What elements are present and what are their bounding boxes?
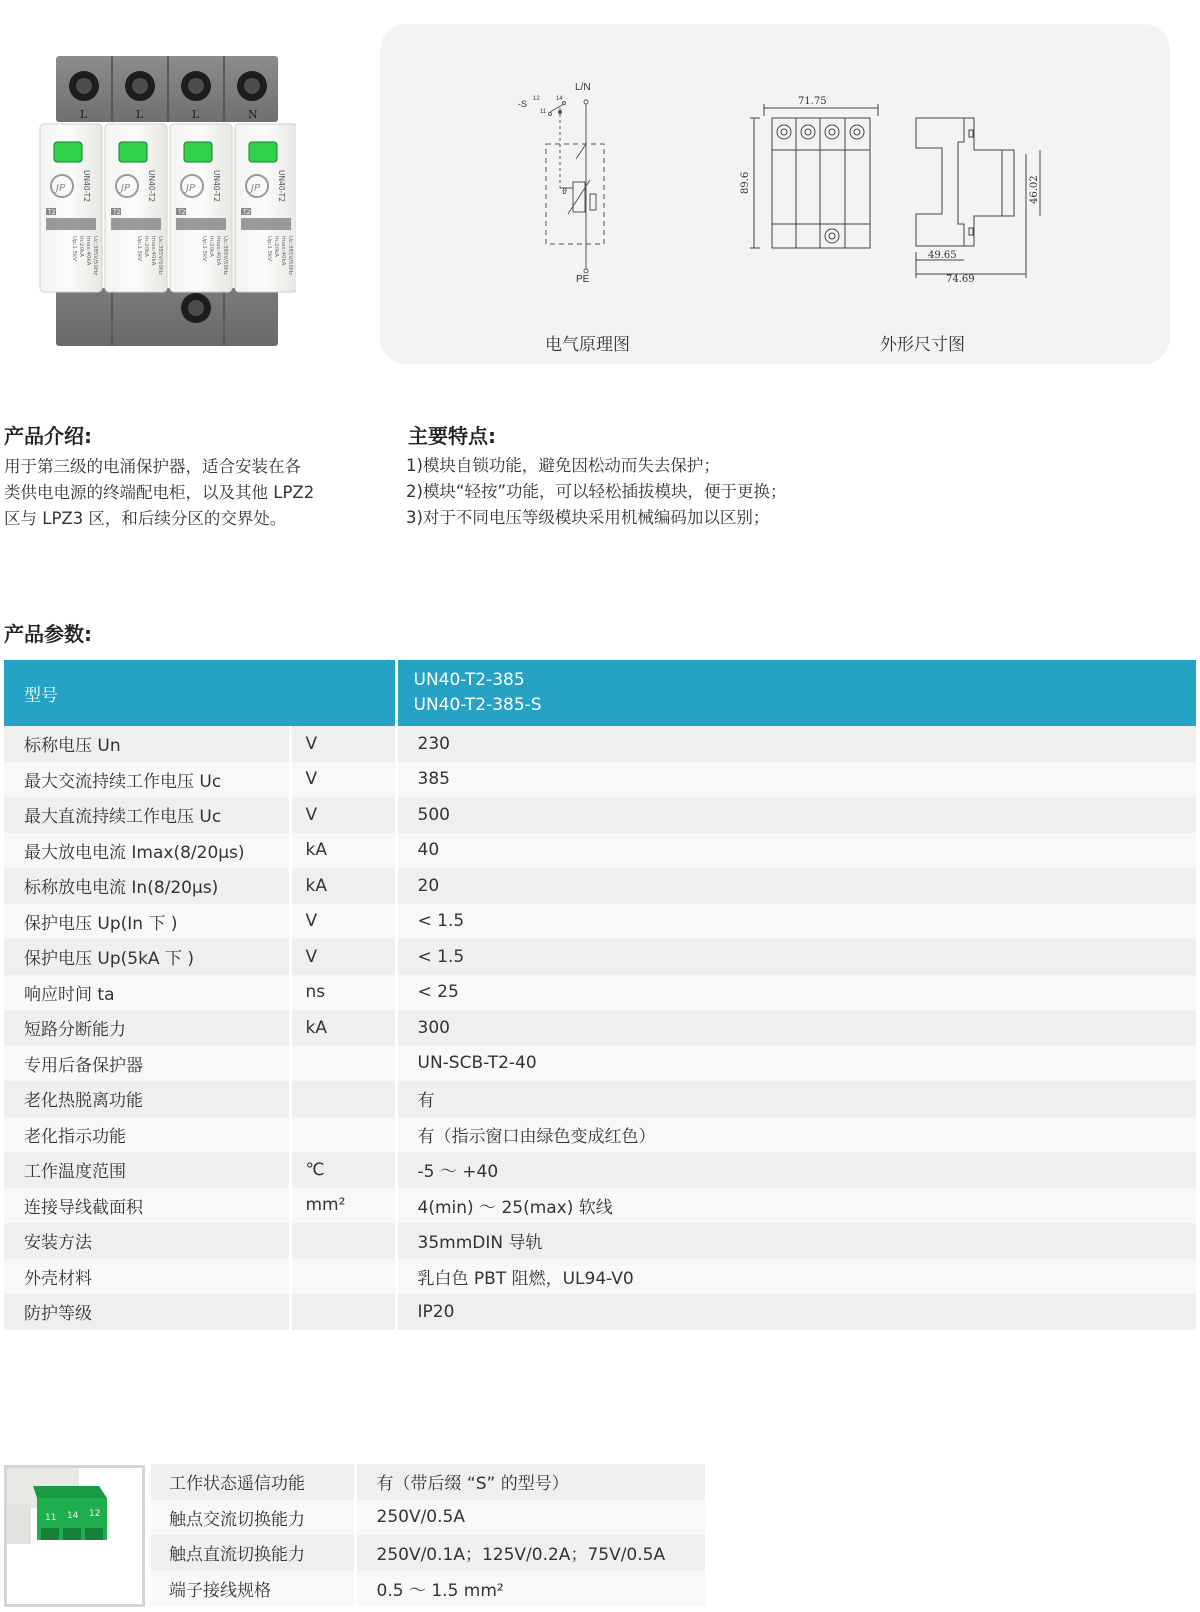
module-spec: Imax:40kA bbox=[150, 236, 156, 266]
param-name: 老化指示功能 bbox=[4, 1117, 290, 1153]
dim-depth-inner: 49.65 bbox=[928, 250, 957, 261]
param-unit: ℃ bbox=[290, 1152, 396, 1188]
terminal-label-3: L bbox=[192, 108, 200, 121]
table-row bbox=[4, 1188, 1196, 1224]
module-badge: T2 bbox=[178, 209, 186, 216]
param-value: 20 bbox=[396, 868, 1196, 904]
param-value: 35mmDIN 导轨 bbox=[396, 1223, 1196, 1259]
table-row bbox=[4, 1259, 1196, 1295]
table-row bbox=[4, 975, 1196, 1011]
module-spec: Up:1.5kV bbox=[136, 236, 142, 262]
param-name: 短路分断能力 bbox=[4, 1010, 290, 1046]
table-row bbox=[4, 797, 1196, 833]
module-spec: In:20kA bbox=[143, 236, 149, 257]
features-list bbox=[406, 453, 787, 531]
module-spec: Imax:40kA bbox=[215, 236, 221, 266]
table-row bbox=[4, 1046, 1196, 1082]
param-unit: V bbox=[290, 939, 396, 975]
param-name: 连接导线截面积 bbox=[4, 1188, 290, 1224]
terminal-14: 14 bbox=[67, 1511, 79, 1521]
param-unit: kA bbox=[290, 1010, 396, 1046]
table-row bbox=[4, 939, 1196, 975]
dim-height: 89.6 bbox=[740, 171, 751, 194]
params-table bbox=[4, 660, 1196, 1330]
table-row bbox=[4, 1294, 1196, 1330]
terminal-label-4: N bbox=[248, 108, 258, 121]
table-row bbox=[4, 762, 1196, 798]
module-model: UN40-T2 bbox=[212, 170, 221, 203]
feature-item: 1)模块自锁功能，避免因松动而失去保护； bbox=[406, 456, 720, 475]
diagram-panel bbox=[380, 24, 1170, 364]
contact-param-value: 有（带后缀 “S” 的型号） bbox=[355, 1464, 705, 1500]
contact-table bbox=[151, 1464, 705, 1606]
module-model: UN40-T2 bbox=[82, 170, 91, 203]
param-unit: ns bbox=[290, 975, 396, 1011]
table-row bbox=[151, 1535, 705, 1571]
param-name: 标称放电电流 In(8/20μs) bbox=[4, 868, 290, 904]
param-value: 230 bbox=[396, 726, 1196, 762]
contact-param-value: 250V/0.1A；125V/0.2A；75V/0.5A bbox=[355, 1535, 705, 1571]
module-badge: T2 bbox=[243, 209, 251, 216]
contact-param-value: 0.5 ～ 1.5 mm² bbox=[355, 1571, 705, 1607]
param-value: 300 bbox=[396, 1010, 1196, 1046]
feature-item: 3)对于不同电压等级模块采用机械编码加以区别； bbox=[406, 508, 770, 527]
dimension-diagram-caption: 外形尺寸图 bbox=[880, 335, 965, 355]
module-2 bbox=[105, 124, 167, 292]
terminal-label-1: L bbox=[80, 108, 88, 121]
module-spec: Up:1.5kV bbox=[71, 236, 77, 262]
param-name: 老化热脱离功能 bbox=[4, 1081, 290, 1117]
param-value: IP20 bbox=[396, 1294, 1196, 1330]
param-value: 385 bbox=[396, 762, 1196, 798]
param-name: 工作温度范围 bbox=[4, 1152, 290, 1188]
table-row bbox=[4, 1117, 1196, 1153]
param-value: 4(min) ～ 25(max) 软线 bbox=[396, 1188, 1196, 1224]
label-11: 11 bbox=[540, 109, 547, 115]
param-value: 有（指示窗口由绿色变成红色） bbox=[396, 1117, 1196, 1153]
electrical-schematic bbox=[546, 100, 604, 273]
module-spec: Uc:385V/50Hz bbox=[287, 236, 293, 276]
contact-param-name: 触点交流切换能力 bbox=[151, 1500, 355, 1536]
table-row bbox=[4, 1223, 1196, 1259]
module-3 bbox=[170, 124, 232, 292]
contact-param-name: 端子接线规格 bbox=[151, 1571, 355, 1607]
electrical-diagram-caption: 电气原理图 bbox=[545, 335, 630, 355]
param-name: 最大放电电流 Imax(8/20μs) bbox=[4, 833, 290, 869]
param-unit bbox=[290, 1046, 396, 1082]
product-photo bbox=[38, 56, 296, 346]
param-name: 最大直流持续工作电压 Uc bbox=[4, 797, 290, 833]
feature-item: 2)模块“轻按”功能，可以轻松插拔模块，便于更换； bbox=[406, 482, 787, 501]
param-value: 500 bbox=[396, 797, 1196, 833]
param-value: < 1.5 bbox=[396, 904, 1196, 940]
module-spec: Uc:385V/50Hz bbox=[157, 236, 163, 276]
module-spec: Up:1.5kV bbox=[201, 236, 207, 262]
table-row bbox=[4, 1081, 1196, 1117]
model-label: 型号 bbox=[4, 660, 396, 726]
label-14: 14 bbox=[556, 96, 563, 102]
dim-rail-height: 46.02 bbox=[1029, 175, 1040, 204]
table-row bbox=[4, 904, 1196, 940]
intro-line: 类供电电源的终端配电柜，以及其他 LPZ2 bbox=[4, 483, 315, 502]
module-spec: Uc:385V/50Hz bbox=[92, 236, 98, 276]
param-value: < 1.5 bbox=[396, 939, 1196, 975]
signal-terminal-photo bbox=[4, 1465, 145, 1607]
param-unit bbox=[290, 1223, 396, 1259]
model-values bbox=[396, 660, 1196, 726]
front-view-drawing bbox=[750, 104, 878, 248]
params-title: 产品参数: bbox=[4, 622, 92, 646]
dim-width: 71.75 bbox=[798, 96, 827, 107]
contact-param-name: 触点直流切换能力 bbox=[151, 1535, 355, 1571]
param-name: 保护电压 Up(In 下 ) bbox=[4, 904, 290, 940]
label-s: -S bbox=[518, 99, 527, 109]
module-spec: Imax:40kA bbox=[280, 236, 286, 266]
param-name: 保护电压 Up(5kA 下 ) bbox=[4, 939, 290, 975]
table-row bbox=[151, 1571, 705, 1607]
param-unit: mm² bbox=[290, 1188, 396, 1224]
param-unit bbox=[290, 1259, 396, 1295]
param-value: 有 bbox=[396, 1081, 1196, 1117]
table-row bbox=[4, 833, 1196, 869]
params-header-row bbox=[4, 660, 1196, 726]
module-spec: In:20kA bbox=[78, 236, 84, 257]
param-name: 安装方法 bbox=[4, 1223, 290, 1259]
param-unit: V bbox=[290, 762, 396, 798]
param-unit: V bbox=[290, 904, 396, 940]
param-value: 乳白色 PBT 阻燃，UL94-V0 bbox=[396, 1259, 1196, 1295]
table-row bbox=[4, 726, 1196, 762]
logo-text: JP bbox=[56, 183, 65, 194]
logo-text: JP bbox=[186, 183, 195, 194]
module-spec: In:20kA bbox=[208, 236, 214, 257]
param-name: 专用后备保护器 bbox=[4, 1046, 290, 1082]
param-unit bbox=[290, 1117, 396, 1153]
param-name: 响应时间 ta bbox=[4, 975, 290, 1011]
model-2: UN40-T2-385-S bbox=[413, 695, 542, 715]
module-spec: Imax:40kA bbox=[85, 236, 91, 266]
intro-text bbox=[4, 454, 360, 532]
module-badge: T2 bbox=[113, 209, 121, 216]
param-value: UN-SCB-T2-40 bbox=[396, 1046, 1196, 1082]
module-model: UN40-T2 bbox=[277, 170, 286, 203]
label-pe: PE bbox=[576, 274, 590, 285]
logo-text: JP bbox=[121, 183, 130, 194]
param-name: 最大交流持续工作电压 Uc bbox=[4, 762, 290, 798]
param-unit: kA bbox=[290, 868, 396, 904]
module-badge: T2 bbox=[48, 209, 56, 216]
table-row bbox=[4, 1152, 1196, 1188]
label-12: 12 bbox=[533, 96, 540, 102]
module-4 bbox=[235, 124, 296, 292]
param-unit bbox=[290, 1081, 396, 1117]
intro-title: 产品介绍: bbox=[4, 424, 92, 448]
param-value: -5 ～ +40 bbox=[396, 1152, 1196, 1188]
param-name: 标称电压 Un bbox=[4, 726, 290, 762]
param-name: 防护等级 bbox=[4, 1294, 290, 1330]
module-spec: Uc:385V/50Hz bbox=[222, 236, 228, 276]
terminal-label-2: L bbox=[136, 108, 144, 121]
param-value: < 25 bbox=[396, 975, 1196, 1011]
terminal-11: 11 bbox=[45, 1513, 57, 1523]
table-row bbox=[4, 868, 1196, 904]
param-unit: kA bbox=[290, 833, 396, 869]
model-1: UN40-T2-385 bbox=[413, 670, 525, 690]
technical-drawings bbox=[380, 24, 1170, 364]
param-unit: V bbox=[290, 797, 396, 833]
label-theta: ϑ bbox=[562, 186, 567, 196]
surge-protector-image bbox=[38, 56, 296, 346]
label-ln: L/N bbox=[575, 82, 591, 93]
module-spec: Up:1.5kV bbox=[266, 236, 272, 262]
param-unit bbox=[290, 1294, 396, 1330]
module-1 bbox=[40, 124, 102, 292]
table-row bbox=[151, 1464, 705, 1500]
table-row bbox=[4, 1010, 1196, 1046]
param-name: 外壳材料 bbox=[4, 1259, 290, 1295]
module-spec: In:20kA bbox=[273, 236, 279, 257]
table-row bbox=[151, 1500, 705, 1536]
module-model: UN40-T2 bbox=[147, 170, 156, 203]
terminal-12: 12 bbox=[89, 1509, 101, 1519]
intro-line: 区与 LPZ3 区，和后续分区的交界处。 bbox=[4, 509, 287, 528]
dim-depth-total: 74.69 bbox=[946, 274, 975, 285]
param-unit: V bbox=[290, 726, 396, 762]
signal-terminal-image bbox=[7, 1468, 142, 1604]
intro-line: 用于第三级的电涌保护器，适合安装在各 bbox=[4, 457, 301, 476]
features-title: 主要特点: bbox=[408, 424, 496, 448]
contact-param-name: 工作状态遥信功能 bbox=[151, 1464, 355, 1500]
logo-text: JP bbox=[251, 183, 260, 194]
contact-param-value: 250V/0.5A bbox=[355, 1500, 705, 1536]
param-value: 40 bbox=[396, 833, 1196, 869]
